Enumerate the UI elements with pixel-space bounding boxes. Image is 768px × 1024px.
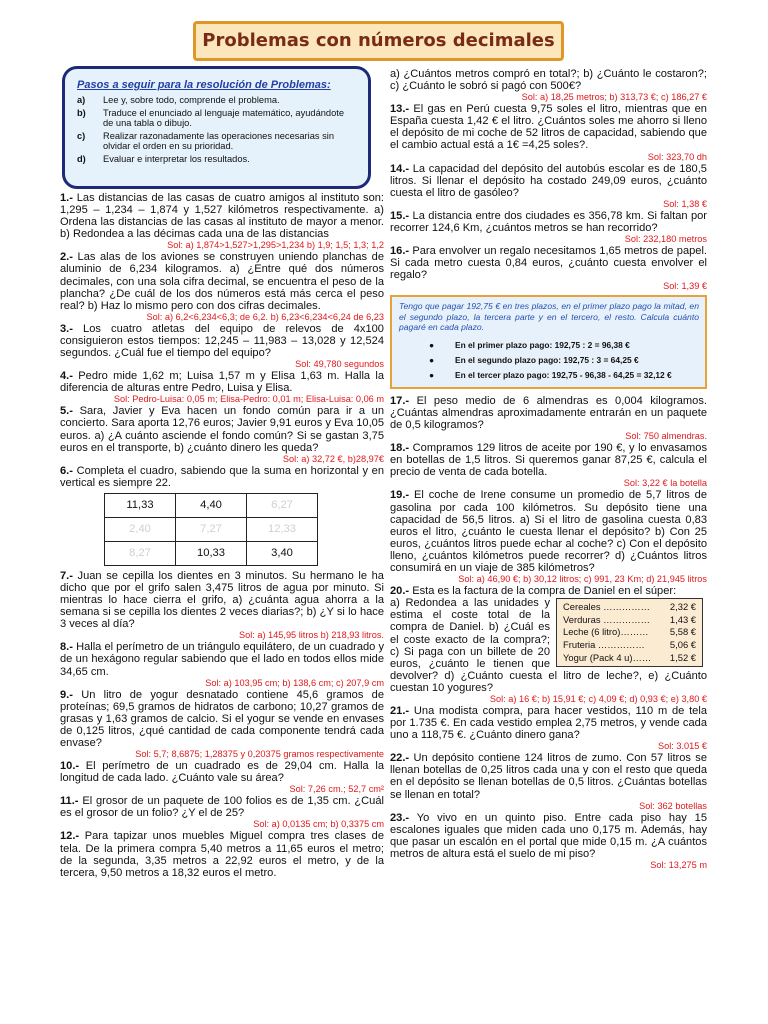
problem-text: El gas en Perú cuesta 9,75 soles el litro, mientras que en España cuesta 1,42 € el litro. ¿Cuántos soles me ahorro si lleno el depósito de mi coche de 52 litros de capacidad, sabiendo que el cambio actual está a 1€ =4,25 soles?. (390, 103, 707, 152)
worked-example-box (390, 295, 707, 389)
step-item (77, 95, 356, 106)
problem-3 (60, 323, 384, 359)
problem-22 (390, 752, 707, 800)
solution-15: Sol: 232,180 metros (624, 234, 707, 245)
solution-1: Sol: a) 1,874>1,527>1,295>1,234 b) 1,9; 1,5; 1,3; 1,2 (167, 240, 384, 251)
receipt (556, 598, 703, 667)
list-item-text: En el primer plazo pago: 192,75 : 2 = 96,38 € (455, 339, 630, 350)
problem-text: El grosor de un paquete de 100 folios es de 1,35 cm. ¿Cuál es el grosor de un folio? ¿Y el de 25? (60, 795, 384, 820)
problem-text: El coche de Irene consume un promedio de 5,7 litros de gasolina por cada 100 kilómetros. Su depósito tiene una capacidad de 56,5 litros. a) Si el litro de gasolina cuesta 0,83 euros el litro, ¿cuánto le cuesta llenar el depósito? b) Con 25 euros, ¿cuántos litros puede echar al coche? c) Con el depósito lleno, ¿cuántos kilómetros puede recorrer? d) ¿Cuántos litros consumirá en un viaje de 385 kilómetros? (390, 489, 707, 575)
problem-number: 5.- (60, 405, 73, 418)
problem-text: Compramos 129 litros de aceite por 190 €, y lo envasamos en botellas de 1,5 litros. Si queremos ganar 87,25 €, calcula el precio de venta de cada botella. (390, 442, 707, 479)
problem-number: 9.- (60, 688, 73, 701)
problem-number: 15.- (390, 209, 410, 222)
step-item (77, 108, 356, 129)
solution-7: Sol: a) 145,95 litros b) 218,93 litros. (238, 630, 384, 641)
problem-text: Las distancias de las casas de cuatro amigos al instituto son: 1,295 – 1,234 – 1,874 y 1,527 kilómetros respectivamente. a) Ordena las distancias de las casas al instituto de mayor a menor. b) Redondea a las décimas cada una de las distancias (60, 192, 384, 241)
problem-number: 11.- (60, 795, 79, 808)
step-item (77, 154, 356, 165)
problem-text: Yo vivo en un quinto piso. Entre cada piso hay 15 escalones iguales que miden cada uno 0,175 m. Además, hay que pasar un escalón en el portal que mide 0,15 m. ¿A cuántos metros de altura está el suelo de mi piso? (390, 811, 707, 860)
solution-18: Sol: 3,22 € la botella (623, 478, 707, 489)
problem-8 (60, 641, 384, 677)
problem-text: Esta es la factura de la compra de Daniel en el súper: (412, 585, 677, 598)
problem-15 (390, 210, 707, 234)
problem-text: Una modista compra, para hacer vestidos, 110 m de tela por 1.735 €. En cada vestido emplea 2,75 metros, y vende cada uno a 118,75 €. ¿Cuánto dinero gana? (390, 704, 707, 742)
problem-text: Juan se cepilla los dientes en 3 minutos. Su hermano le ha dicho que por el grifo salen 3,475 litros de agua por minuto. Si mientras lo hace cierra el grifo, a) ¿cuánta agua ahorra a la semana si se cepilla los dientes 2 veces diarias?; b) ¿Y si lo hace 3 veces al día? (60, 569, 384, 631)
solution-17: Sol: 750 almendras. (625, 431, 707, 442)
grid-cell: 4,40 (176, 493, 247, 517)
problem-number: 13.- (390, 103, 410, 116)
problem-23 (390, 812, 707, 860)
solution-22: Sol: 362 botellas (639, 800, 707, 811)
problem-11 (60, 795, 384, 819)
worked-example-text: Tengo que pagar 192,75 € en tres plazos, en el primer plazo pago la mitad, en el segundo plazo, la tercera parte y en el tercero, el resto. Calcula cuánto pagaré en cada plazo. (399, 301, 699, 332)
problem-4 (60, 370, 384, 394)
problem-text: Completa el cuadro, sabiendo que la suma en horizontal y en vertical es siempre 22. (60, 464, 384, 489)
receipt-item: Yogur (Pack 4 u)…… (563, 651, 652, 663)
solution-8: Sol: a) 103,95 cm; b) 138,6 cm; c) 207,9 cm (205, 677, 384, 688)
problem-21 (390, 705, 707, 741)
problem-5 (60, 405, 384, 453)
worked-example-list (429, 338, 699, 383)
list-item-text: En el tercer plazo pago: 192,75 - 96,38 - 64,25 = 32,12 € (455, 369, 672, 380)
problem-text: Sara, Javier y Eva hacen un fondo común para ir a un concierto. Sara aporta 12,76 euros; Javier 9,91 euros y Eva 10,05 euros. a) ¿A cuánto asciende el fondo común? Si se gastan 3,75 euros en el transporte, b) ¿cuánto dinero les queda? (60, 405, 384, 454)
left-column (60, 192, 384, 879)
receipt-item: Leche (6 litro)……… (563, 626, 649, 638)
problem-16 (390, 245, 707, 281)
problem-text: Para envolver un regalo necesitamos 1,65 metros de papel. Si cada metro cuesta 0,84 euros, ¿cuánto cuesta envolver el regalo? (390, 245, 707, 282)
receipt-row (563, 626, 696, 639)
problem-number: 18.- (390, 442, 410, 455)
list-item (429, 353, 699, 368)
grid-cell: 3,40 (247, 541, 318, 565)
solution-13: Sol: 323,70 dh (647, 151, 707, 162)
problem-number: 16.- (390, 245, 410, 258)
step-text: Traduce el enunciado al lenguaje matemático, ayudándote de una tabla o dibujo. (103, 107, 345, 129)
problem-text: La capacidad del depósito del autobús escolar es de 180,5 litros. Si llenar el depósito ha costado 249,09 euros, ¿cuánto cuesta el litro de gasóleo? (390, 162, 707, 199)
bullet-icon: ● (429, 369, 435, 380)
list-item (429, 338, 699, 353)
problem-number: 22.- (390, 752, 410, 765)
problem-number: 6.- (60, 464, 73, 477)
receipt-price: 1,43 € (669, 613, 696, 625)
problem-9 (60, 689, 384, 749)
solution-23: Sol: 13,275 m (650, 860, 707, 871)
problem-number: 3.- (60, 322, 73, 335)
solution-21: Sol: 3.015 € (657, 741, 707, 752)
receipt-item: Cereales …………… (563, 601, 650, 613)
steps-title: Pasos a seguir para la resolución de Problemas: (77, 79, 331, 91)
receipt-price: 5,58 € (669, 626, 696, 638)
solution-5: Sol: a) 32,72 €, b)28,97€ (282, 453, 384, 464)
problem-20-body: a) Redondea a las unidades y estima el coste total de la compra de Daniel. b) ¿Cuál es el coste exacto de la compra?; c) Si paga con un billete de 20 euros, ¿cuánto le tienen que devolver? d) ¿Cuánto cuesta el litro de leche?, e) ¿Cuánto cuestan 10 yogures? (390, 597, 707, 694)
receipt-item: Fruteria …………… (563, 639, 645, 651)
problem-number: 19.- (390, 489, 410, 502)
problem-number: 14.- (390, 162, 410, 175)
step-text: Lee y, sobre todo, comprende el problema. (103, 95, 280, 106)
receipt-row (563, 652, 696, 665)
problem-text: El peso medio de 6 almendras es 0,004 kilogramos. ¿Cuántas almendras aproximadamente entrarán en un paquete de 0,5 kilogramos? (390, 394, 707, 432)
problem-20 (390, 585, 707, 694)
solution-11: Sol: a) 0,0135 cm; b) 0,3375 cm (253, 819, 384, 830)
problem-number: 12.- (60, 830, 80, 843)
problem-19 (390, 489, 707, 574)
solution-20: Sol: a) 16 €; b) 15,91 €; c) 4,09 €; d) 0,93 €; e) 3,80 € (489, 693, 707, 704)
step-letter: c) (77, 130, 86, 141)
step-letter: a) (77, 95, 86, 106)
step-item (77, 131, 356, 152)
problem-text: Un litro de yogur desnatado contiene 45,6 gramos de proteínas; 69,5 gramos de hidratos de carbono; 10,27 gramos de grasas y 1,63 gramos de calcio. Si el yogur se vende en envases de 0,125 litros, ¿qué cantidad de cada componente tendrá cada envase? (60, 688, 384, 749)
problem-18 (390, 442, 707, 478)
problem-12 (60, 830, 384, 878)
grid-cell: 10,33 (176, 541, 247, 565)
problem-20-intro (390, 585, 707, 597)
problem-14 (390, 163, 707, 199)
problem-12-continued: a) ¿Cuántos metros compró en total?; b) ¿Cuánto le costaron?; c) ¿Cuánto le sobró si pagó con 500€? (390, 68, 707, 93)
steps-box (62, 66, 371, 189)
problem-text: La distancia entre dos ciudades es 356,78 km. Si faltan por recorrer 124,6 Km, ¿cuántos metros se han recorrido? (390, 209, 707, 234)
solution-9: Sol: 5,7; 8,6875; 1,28375 y 0,20375 gramos respectivamente (135, 749, 384, 760)
solution-10: Sol: 7,26 cm.; 52,7 cm² (289, 784, 384, 795)
problem-text: Las alas de los aviones se construyen uniendo planchas de aluminio de 6,234 kilogramos. a) ¿Entre qué dos números decimales, con una sola cifra decimal, se encuentra el peso de la plancha? ¿De cuál de los dos números está más cerca el peso real? b) Haz lo mismo pero con dos cifras decimales. (60, 251, 384, 312)
problem-text: Halla el perímetro de un triángulo equilátero, de un cuadrado y de un hexágono regular sabiendo que el lado en todos ellos mide 34,65 cm. (60, 641, 384, 678)
grid-cell-hint: 2,40 (105, 517, 176, 541)
problem-number: 4.- (60, 370, 73, 383)
problem-2 (60, 251, 384, 311)
receipt-price: 1,52 € (669, 651, 696, 663)
problem-text: Pedro mide 1,62 m; Luisa 1,57 m y Elisa 1,63 m. Halla la diferencia de alturas entre Pedro, Luisa y Elisa. (60, 370, 384, 395)
receipt-row (563, 614, 696, 627)
list-item-text: En el segundo plazo pago: 192,75 : 3 = 64,25 € (455, 354, 639, 365)
problem-number: 23.- (390, 811, 410, 824)
solution-3: Sol: 49,780 segundos (295, 359, 384, 370)
problem-text: El perímetro de un cuadrado es de 29,04 cm. Halla la longitud de cada lado. ¿Cuánto vale su área? (60, 760, 384, 785)
list-item (429, 368, 699, 383)
bullet-icon: ● (429, 354, 435, 365)
problem-number: 10.- (60, 760, 80, 773)
problem-number: 21.- (390, 704, 410, 717)
solution-4: Sol: Pedro-Luisa: 0,05 m; Elisa-Pedro: 0,01 m; Elisa-Luisa: 0,06 m (113, 394, 384, 405)
sum-grid (104, 493, 318, 566)
right-column (390, 68, 707, 871)
problem-number: 20.- (390, 585, 410, 598)
problem-17 (390, 395, 707, 431)
solution-19: Sol: a) 46,90 €; b) 30,12 litros; c) 991, 23 Km; d) 21,945 litros (458, 574, 707, 585)
problem-number: 2.- (60, 251, 73, 264)
problem-number: 7.- (60, 569, 73, 582)
problem-text: Para tapizar unos muebles Miguel compra tres clases de tela. De la primera compra 5,40 metros a 11,65 euros el metro; de la segunda, 3,35 metros a 22,92 euros el metro, y de la tercera, 9,50 metros a 18,32 euros el metro. (60, 830, 384, 879)
step-text: Realizar razonadamente las operaciones necesarias sin olvidar el orden en su prioridad. (103, 130, 335, 152)
receipt-row (563, 601, 696, 614)
receipt-price: 5,06 € (669, 639, 696, 651)
grid-cell-hint: 8,27 (105, 541, 176, 565)
receipt-row (563, 639, 696, 652)
problem-number: 8.- (60, 641, 73, 654)
step-letter: d) (77, 154, 86, 165)
problem-6 (60, 465, 384, 489)
problem-number: 1.- (60, 192, 73, 204)
receipt-price: 2,32 € (669, 601, 696, 613)
solution-14: Sol: 1,38 € (663, 198, 707, 209)
grid-cell-hint: 6,27 (247, 493, 318, 517)
receipt-item: Verduras …………… (563, 613, 651, 625)
bullet-icon: ● (429, 339, 435, 350)
problem-1 (60, 192, 384, 240)
problem-7 (60, 570, 384, 630)
grid-cell-hint: 7,27 (176, 517, 247, 541)
solution-16: Sol: 1,39 € (663, 281, 707, 292)
step-letter: b) (77, 107, 86, 118)
grid-cell-hint: 12,33 (247, 517, 318, 541)
grid-cell: 11,33 (105, 493, 176, 517)
solution-12: Sol: a) 18,25 metros; b) 313,73 €; c) 186,27 € (521, 92, 707, 103)
page-title: Problemas con números decimales (193, 21, 564, 61)
problem-13 (390, 103, 707, 151)
step-text: Evaluar e interpretar los resultados. (103, 154, 250, 165)
problem-text: Un depósito contiene 124 litros de zumo. Con 57 litros se llenan botellas de 0,25 litros cada una y con el resto que queda en el depósito se llenan botellas de 0,5 litros. ¿Cuántas botellas se llenan en total? (390, 752, 707, 801)
problem-number: 17.- (390, 394, 410, 407)
problem-text: Los cuatro atletas del equipo de relevos de 4x100 consiguieron estos tiempos: 12,245 – 11,983 – 13,028 y 12,524 segundos. ¿Cuál fue el tiempo del equipo? (60, 322, 384, 360)
solution-2: Sol: a) 6,2<6,234<6,3; de 6,2. b) 6,23<6,234<6,24 de 6,23 (146, 311, 384, 322)
problem-10 (60, 760, 384, 784)
